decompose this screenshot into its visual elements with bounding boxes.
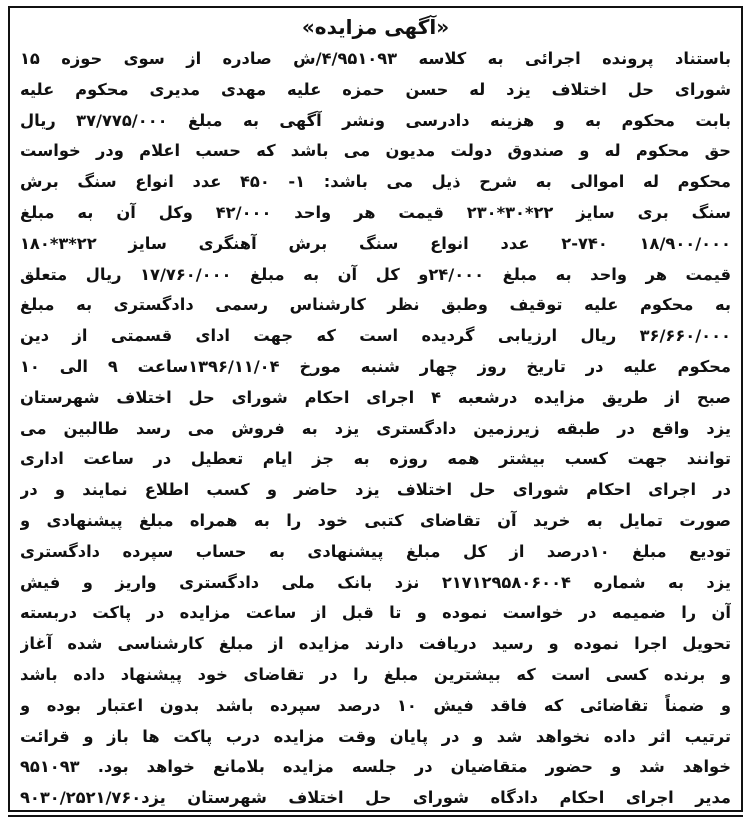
notice-line: محکوم علیه در تاریخ روز چهار شنبه مورخ ۱۳۹۶/۱۱/۰۴ساعت ۹ الی ۱۰	[20, 356, 731, 376]
notice-line: در اجرای احکام شورای حل اختلاف یزد حاضر و کسب اطلاع نمایند و در	[20, 480, 731, 500]
notice-line: یزد به شماره ۲۱۷۱۲۹۵۸۰۶۰۰۴ نزد بانک ملی دادگستری واریز و فیش	[20, 572, 731, 592]
notice-body	[20, 44, 731, 812]
notice-title: «آگهی مزایده»	[301, 15, 450, 39]
notice-line: تحویل اجرا نموده و رسید دریافت دارند مزایده از مبلغ کارشناسی شده آغاز	[20, 634, 731, 654]
notice-line: تودیع مبلغ ۱۰درصد از کل مبلغ پیشنهادی به حساب سپرده دادگستری	[20, 541, 731, 561]
notice-line: باستناد پرونده اجرائی به کلاسه ۴/۹۵۱۰۹۳/ش صادره از سوی حوزه ۱۵	[20, 49, 731, 68]
notice-line: قیمت هر واحد به مبلغ ۲۴/۰۰۰و کل آن به مبلغ ۱۷/۷۶۰/۰۰۰ ریال متعلق	[20, 264, 731, 284]
notice-line: صورت تمایل به خرید آن تقاضای کتبی خود را به همراه مبلغ پیشنهادی و	[20, 510, 731, 530]
notice-line: خواهد شد و حضور متقاضیان در جلسه مزایده بلامانع خواهد بود. ۹۵۱۰۹۳	[20, 757, 731, 777]
notice-line: توانند جهت کسب بیشتر همه روزه به جز ایام تعطیل در ساعت اداری	[20, 449, 731, 469]
notice-line: آن را ضمیمه در خواست نموده و تا قبل از ساعت مزایده در پاکت دربسته	[20, 603, 731, 623]
notice-line: ترتیب اثر داده نخواهد شد و در پایان وقت مزایده درب پاکت ها باز و قرائت	[20, 726, 731, 746]
auction-notice	[8, 6, 743, 812]
notice-line: صبح از طریق مزایده درشعبه ۴ اجرای احکام شورای حل اختلاف شهرستان	[20, 387, 731, 407]
notice-line: و ضمناً تقاضائی که فاقد فیش ۱۰ درصد سپرده باشد بدون اعتبار بوده و	[20, 695, 731, 715]
notice-line: یزد واقع در طبقه زیرزمین دادگستری یزد به فروش می رسد طالبین می	[20, 418, 731, 438]
notice-line: بابت محکوم به و هزینه دادرسی ونشر آگهی به مبلغ ۳۷/۷۷۵/۰۰۰ ریال	[20, 110, 731, 130]
notice-line: و برنده کسی است که بیشترین مبلغ را در تقاضای خود پیشنهاد داده باشد	[20, 664, 731, 684]
notice-line: شورای حل اختلاف یزد له حسن حمزه علیه مهدی مدیری محکوم علیه	[20, 79, 731, 99]
notice-line: ۳۶/۶۶۰/۰۰۰ ریال ارزیابی گردیده است که جهت ادای قسمتی از دین	[20, 326, 731, 346]
notice-line: ۱۸/۹۰۰/۰۰۰ ۲-۷۴۰ عدد انواع سنگ برش آهنگری سایز ۲۲*۳*۱۸۰	[20, 233, 731, 253]
signature-line: مدیر اجرای احکام دادگاه شورای حل اختلاف شهرستان یزد۹۰۳۰/۲۵۲۱/۷۶۰	[20, 788, 731, 808]
bottom-divider	[8, 815, 743, 817]
notice-line: حق محکوم له و صندوق دولت مدیون می باشد که حسب اعلام ودر خواست	[20, 141, 731, 161]
notice-line: سنگ بری سایز ۲۲*۳۰*۲۳۰ قیمت هر واحد ۴۲/۰۰۰ وکل آن به مبلغ	[20, 202, 731, 222]
notice-line: به محکوم علیه توقیف وطبق نظر کارشناس رسمی دادگستری به مبلغ	[20, 295, 731, 315]
notice-line: محکوم له اموالی به شرح ذیل می باشد: ۱- ۴۵۰ عدد انواع سنگ برش	[20, 172, 731, 192]
